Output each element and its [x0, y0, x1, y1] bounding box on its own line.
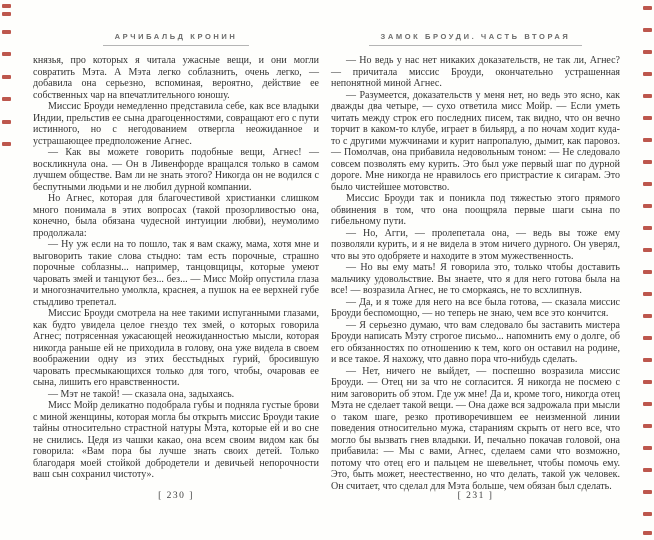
- page-edge-mark: [2, 142, 11, 146]
- page-edge-mark: [643, 182, 652, 186]
- page-edge-mark: [2, 75, 11, 79]
- paragraph: — Разумеется, доказательств у меня нет, но ведь это ясно, как дважды два четыре, — сухо ответила мисс Мойр. — Если уметь читать между строк его последних писем, так видно, что он вечно торчит в каком-то клубе, играет в бильярд, а по ночам ходит куда-то с другими мужчинами и курит напропалую, дымит, как паровоз. — Помолчав, она прибавила недовольным тоном: — Не следовало совсем позволять ему курить. Это был уже первый шаг по дурной дороге. Мне никогда не нравилось его пристрастие к сигарам. Это было чистейшее мотовство.: [331, 89, 620, 193]
- page-edge-mark: [643, 138, 652, 142]
- page-edge-mark: [643, 358, 652, 362]
- paragraph: князья, про которых я читала ужасные вещи, и они могли совратить Мэта. А Мэта легко соблазнить, очень легко, — добавила она серьезно, вспоминая, вероятно, действие ее собственных чар на впечатлительного юношу.: [33, 55, 319, 101]
- page-edge-mark: [2, 30, 11, 34]
- paragraph: Миссис Броуди смотрела на нее такими испуганными глазами, как будто увидела целое гнездо тех змей, о которых говорила Агнес; потрясенная ужасающей неожиданностью мысли, которая никогда раньше ей не приходила в голову, она уже видела в своем воображении одну из этих бесстыдных гурий, бросившую чаровать пресмыкающихся только для того, чтобы, очаровав ее сына, лишить его нравственности.: [33, 308, 319, 388]
- page-edge-mark: [643, 6, 652, 10]
- running-head-right: [331, 26, 620, 46]
- right-page-edge-marks: [640, 0, 654, 540]
- paragraph: — Нет, ничего не выйдет, — поспешно возразила миссис Броуди. — Отец ни за что не согласится. Я никогда не посмею с ним заговорить об этом. Где уж мне! Да и, кроме того, никогда отец Мэта не сделает такой вещи. — Она даже вся задрожала при мысли о таком шаге, резко противоречившем ее неизменной линии поведения относительно мужа, стараниям скрыть от него все, что могло бы вызвать гнев владыки. И, печально покачав головой, она прибавила: — Мы с вами, Агнес, сделаем сами что возможно, потому что отец его и пальцем не шевельнет, чтобы помочь ему. Это, быть может, неестественно, но что делать, такой уж человек. Он считает, что сделал для Мэта больше, чем обязан был сделать.: [331, 365, 620, 492]
- paragraph: — Да, и я тоже для него на все была готова, — сказала миссис Броуди беспомощно, — но теперь не знаю, чем все это кончится.: [331, 296, 620, 319]
- page-edge-mark: [643, 314, 652, 318]
- page-edge-mark: [2, 12, 11, 16]
- page-edge-mark: [2, 120, 11, 124]
- page-230-text: [33, 55, 319, 481]
- paragraph: — Как вы можете говорить подобные вещи, Агнес! — воскликнула она. — Он в Ливенфорде вращался только в самом лучшем обществе. Вам ли не знать этого? Никогда он не водился с беспутными людьми и не любил дурной компании.: [33, 147, 319, 193]
- page-edge-mark: [643, 380, 652, 384]
- page-edge-mark: [643, 72, 652, 76]
- page-edge-mark: [643, 28, 652, 32]
- page-edge-mark: [643, 160, 652, 164]
- page-edge-mark: [643, 424, 652, 428]
- page-edge-mark: [643, 292, 652, 296]
- paragraph: Но Агнес, которая для благочестивой христианки слишком много понимала в этих вопросах (такой прозорливостью она, конечно, была обязана чудесной интуиции любви), неумолимо продолжала:: [33, 193, 319, 239]
- paragraph: Миссис Броуди так и поникла под тяжестью этого прямого обвинения в том, что она поощряла первые шаги сына по гибельному пути.: [331, 193, 620, 227]
- page-number-230: [ 230 ]: [158, 491, 194, 501]
- page-edge-mark: [643, 226, 652, 230]
- running-head-left: [33, 26, 319, 46]
- page-230: [33, 0, 319, 540]
- running-head-author: АРЧИБАЛЬД КРОНИН: [103, 32, 250, 46]
- paragraph: — Но ведь у нас нет никаких доказательств, не так ли, Агнес? — причитала миссис Броуди, окончательно устрашенная непонятной миной Агнес.: [331, 55, 620, 89]
- paragraph: — Но, Агги, — пролепетала она, — ведь вы тоже ему позволяли курить, и я не видела в этом ничего дурного. Он уверял, что вы это одобряете и находите в этом мужественность.: [331, 227, 620, 262]
- page-edge-mark: [2, 97, 11, 101]
- page-edge-mark: [643, 468, 652, 472]
- paragraph: — Ну уж если на то пошло, так я вам скажу, мама, хотя мне и выговорить такие слова стыдно: там есть порочные, страшно порочные соблазны... например, танцовщицы, которые умеют чаровать змей и танцуют без... без... — Мисс Мойр опустила глаза и многозначительно умолкла, краснея, а пушок на ее верхней губе стыдливо трепетал.: [33, 239, 319, 308]
- page-edge-mark: [643, 248, 652, 252]
- page-edge-mark: [643, 446, 652, 450]
- page-number-231: [ 231 ]: [457, 491, 494, 501]
- page-edge-mark: [643, 402, 652, 406]
- paragraph: Миссис Броуди немедленно представила себе, как все владыки Индии, прельстив ее сына драгоценностями, совращают его с пути истинного, но с негодованием отвергла неожиданное и устрашающее предположение Агнес.: [33, 101, 319, 147]
- page-edge-mark: [2, 52, 11, 56]
- page-231: [331, 0, 620, 540]
- paragraph: — Я серьезно думаю, что вам следовало бы заставить мистера Броуди написать Мэту строгое письмо... напомнить ему о долге, об его обязанностях по отношению к тем, кого он оставил на родине, и все такое. Я нахожу, что давно пора что-нибудь сделать.: [331, 319, 620, 365]
- page-edge-mark: [643, 531, 652, 535]
- page-edge-mark: [643, 270, 652, 274]
- page-edge-mark: [643, 336, 652, 340]
- page-edge-mark: [643, 50, 652, 54]
- paragraph: — Но вы ему мать! Я говорила это, только чтобы доставить мальчику удовольствие. Вы знаете, что я для него готова была на все! — возразила Агнес, не то сморкаясь, не то всхлипнув.: [331, 262, 620, 296]
- page-edge-mark: [643, 490, 652, 494]
- paragraph: Мисс Мойр деликатно подобрала губы и подняла густые брови с миной женщины, которая могла бы открыть миссис Броуди такие тайны относительно страстной натуры Мэта, которые ей и во сне не снились. Цедя из чашки какао, она всем своим видом как бы говорила: «Вам пора бы лучше знать своих детей. Только благодаря моей стойкой добродетели и девичьей непорочности ваш сын сохранил чистоту».: [33, 400, 320, 480]
- page-edge-mark: [643, 116, 652, 120]
- running-head-title: ЗАМОК БРОУДИ. ЧАСТЬ ВТОРАЯ: [369, 32, 583, 46]
- left-page-edge-marks: [0, 0, 14, 540]
- page-edge-mark: [643, 512, 652, 516]
- paragraph: — Мэт не такой! — сказала она, задыхаясь.: [48, 388, 235, 400]
- page-edge-mark: [643, 94, 652, 98]
- page-231-text: [331, 55, 620, 492]
- page-edge-mark: [643, 204, 652, 208]
- page-edge-mark: [2, 4, 11, 8]
